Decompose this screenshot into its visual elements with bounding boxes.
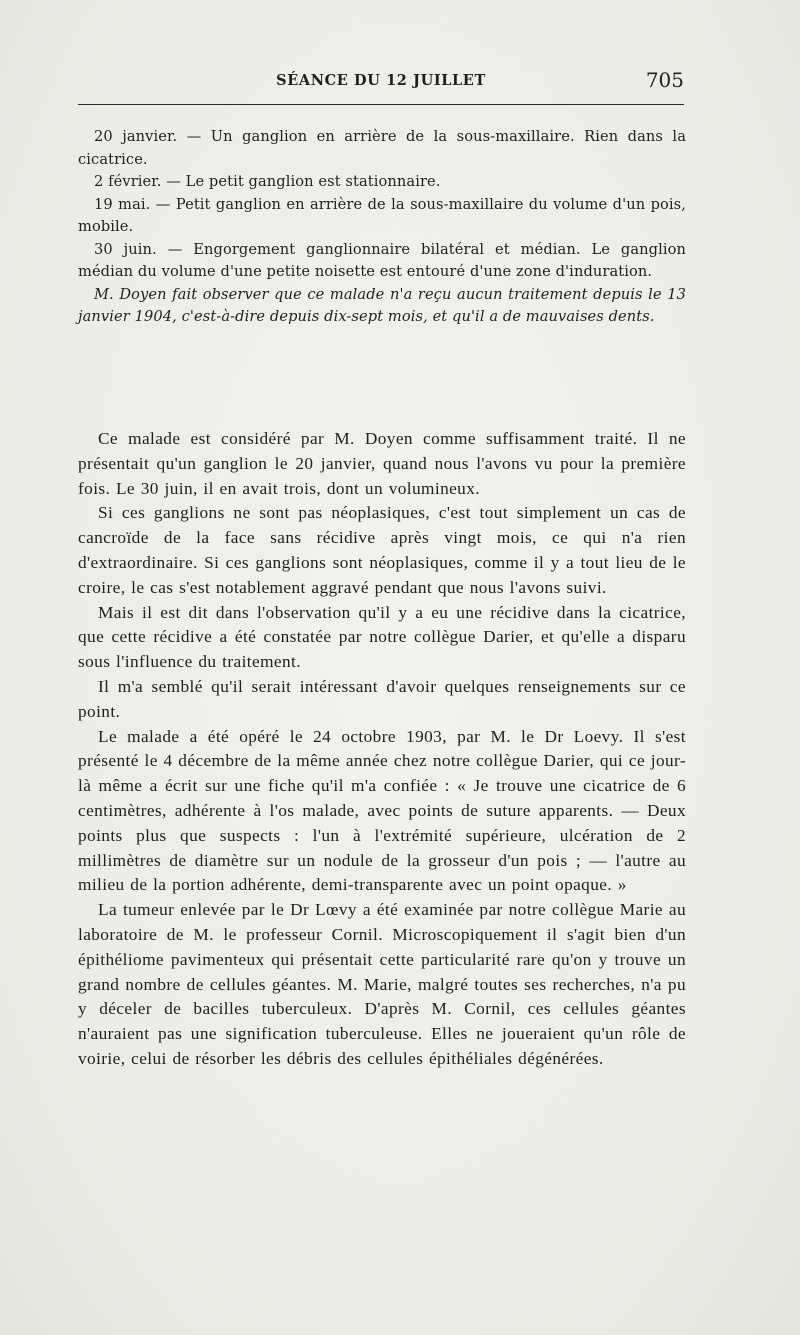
note-paragraph-italic: M. Doyen fait observer que ce malade n'a reçu aucun traitement depuis le 13 janvier 1904, c'est-à-dire depuis dix-sept mois, et qu'il a de mauvaises dents. xyxy=(78,285,686,325)
page-number: 705 xyxy=(645,68,684,92)
case-notes xyxy=(78,126,686,329)
body-paragraph: Il m'a semblé qu'il serait intéressant d'avoir quelques renseignements sur ce point. xyxy=(78,676,686,721)
body-paragraph: Le malade a été opéré le 24 octobre 1903, par M. le Dr Loevy. Il s'est présenté le 4 décembre de la même année chez notre collègue Darier, qui ce jour-là même a écrit sur une fiche qu'il m'a confiée : « Je trouve une cicatrice de 6 centimètres, adhérente à l'os malade, avec points de suture apparents. — Deux points plus que suspects : l'un à l'extrémité supérieure, ulcération de 2 millimètres de diamètre sur un nodule de la grosseur d'un pois ; — l'autre au milieu de la portion adhérente, demi-transparente avec un point opaque. » xyxy=(78,726,686,895)
body-paragraph: Si ces ganglions ne sont pas néoplasiques, c'est tout simplement un cas de cancroïde de la face sans récidive après vingt mois, ce qui n'a rien d'extraordinaire. Si ces ganglions sont néoplasiques, comme il y a tout lieu de le croire, le cas s'est notablement aggravé pendant que nous l'avons suivi. xyxy=(78,503,686,597)
page-header xyxy=(78,68,684,96)
main-text xyxy=(78,427,686,1072)
note-paragraph: 2 février. — Le petit ganglion est stationnaire. xyxy=(94,173,441,190)
note-paragraph: 19 mai. — Petit ganglion en arrière de la sous-maxillaire du volume d'un pois, mobile. xyxy=(78,195,686,235)
header-rule xyxy=(78,104,684,105)
body-paragraph: Mais il est dit dans l'observation qu'il y a eu une récidive dans la cicatrice, que cette récidive a été constatée par notre collègue Darier, et qu'elle a disparu sous l'influence du traitement. xyxy=(78,602,686,672)
body-paragraph: La tumeur enlevée par le Dr Lœvy a été examinée par notre collègue Marie au laboratoire de M. le professeur Cornil. Microscopiquement il s'agit bien d'un épithéliome pavimenteux qui présentait cette particularité rare qu'on y trouve un grand nombre de cellules géantes. M. Marie, malgré toutes ses recherches, n'a pu y déceler de bacilles tuberculeux. D'après M. Cornil, ces cellules géantes n'auraient pas une signification tuberculeuse. Elles ne joueraient qu'un rôle de voirie, celui de résorber les débris des cellules épithéliales dégénérées. xyxy=(78,900,686,1068)
note-paragraph: 30 juin. — Engorgement ganglionnaire bilatéral et médian. Le ganglion médian du volume d'une petite noisette est entouré d'une zone d'induration. xyxy=(78,240,686,280)
note-paragraph: 20 janvier. — Un ganglion en arrière de la sous-maxillaire. Rien dans la cicatrice. xyxy=(78,128,686,168)
body-paragraph: Ce malade est considéré par M. Doyen comme suffisamment traité. Il ne présentait qu'un ganglion le 20 janvier, quand nous l'avons vu pour la première fois. Le 30 juin, il en avait trois, dont un volumineux. xyxy=(78,429,686,498)
running-head: SÉANCE DU 12 JUILLET xyxy=(276,72,486,89)
